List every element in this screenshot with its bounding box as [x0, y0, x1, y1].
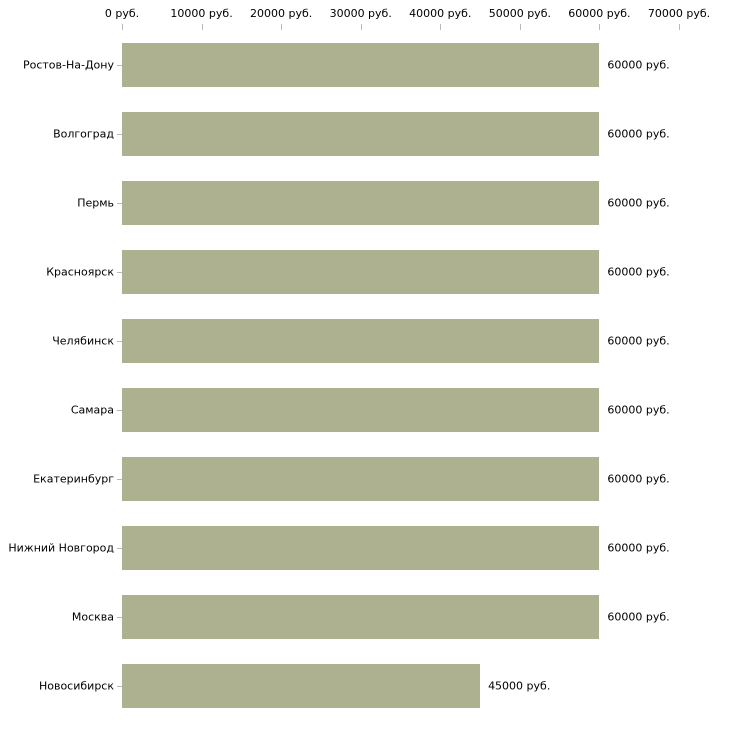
bar[interactable] — [122, 181, 599, 225]
x-tick-label: 10000 руб. — [170, 7, 233, 20]
y-axis-category-label: Екатеринбург — [33, 472, 114, 485]
bar-value-label: 60000 руб. — [607, 127, 670, 140]
y-tick-mark — [117, 410, 122, 411]
y-axis-labels — [0, 30, 122, 720]
x-tick-label: 30000 руб. — [329, 7, 392, 20]
bar[interactable] — [122, 526, 599, 570]
y-tick-mark — [117, 203, 122, 204]
bar[interactable] — [122, 43, 599, 87]
bar-value-label: 60000 руб. — [607, 58, 670, 71]
x-tick-label: 0 руб. — [104, 7, 140, 20]
x-tick-label: 60000 руб. — [568, 7, 631, 20]
y-axis-category-label: Самара — [70, 403, 114, 416]
x-tick-label: 70000 руб. — [647, 7, 711, 20]
bar[interactable] — [122, 319, 599, 363]
y-axis-category-label: Челябинск — [52, 334, 114, 347]
x-tick-label: 40000 руб. — [409, 7, 472, 20]
y-axis-category-label: Пермь — [77, 196, 114, 209]
x-axis — [104, 0, 711, 30]
bar-value-label: 60000 руб. — [607, 334, 670, 347]
y-tick-mark — [117, 272, 122, 273]
y-axis-category-label: Новосибирск — [38, 679, 114, 692]
y-tick-mark — [117, 686, 122, 687]
y-tick-mark — [117, 134, 122, 135]
bar[interactable] — [122, 388, 599, 432]
bar-value-label: 60000 руб. — [607, 541, 670, 554]
bar-value-label: 60000 руб. — [607, 196, 670, 209]
bar-value-label: 60000 руб. — [607, 610, 670, 623]
bar[interactable] — [122, 457, 599, 501]
y-axis-category-label: Красноярск — [46, 265, 114, 278]
y-tick-mark — [117, 341, 122, 342]
bar[interactable] — [122, 250, 599, 294]
y-axis-category-label: Волгоград — [53, 127, 114, 140]
bar-value-label: 60000 руб. — [607, 265, 670, 278]
bar-value-label: 45000 руб. — [488, 679, 551, 692]
plot-area — [122, 30, 679, 720]
x-tick-label: 50000 руб. — [488, 7, 551, 20]
bar[interactable] — [122, 112, 599, 156]
bar[interactable] — [122, 595, 599, 639]
y-tick-mark — [117, 65, 122, 66]
y-tick-mark — [117, 617, 122, 618]
x-tick-mark — [679, 24, 680, 30]
y-tick-mark — [117, 548, 122, 549]
bar[interactable] — [122, 664, 480, 708]
y-axis-category-label: Москва — [71, 610, 114, 623]
bar-value-label: 60000 руб. — [607, 472, 670, 485]
bar-value-label: 60000 руб. — [607, 403, 670, 416]
y-axis-category-label: Нижний Новгород — [8, 541, 114, 554]
x-tick-label: 20000 руб. — [250, 7, 313, 20]
y-axis-category-label: Ростов-На-Дону — [22, 58, 114, 71]
y-tick-mark — [117, 479, 122, 480]
